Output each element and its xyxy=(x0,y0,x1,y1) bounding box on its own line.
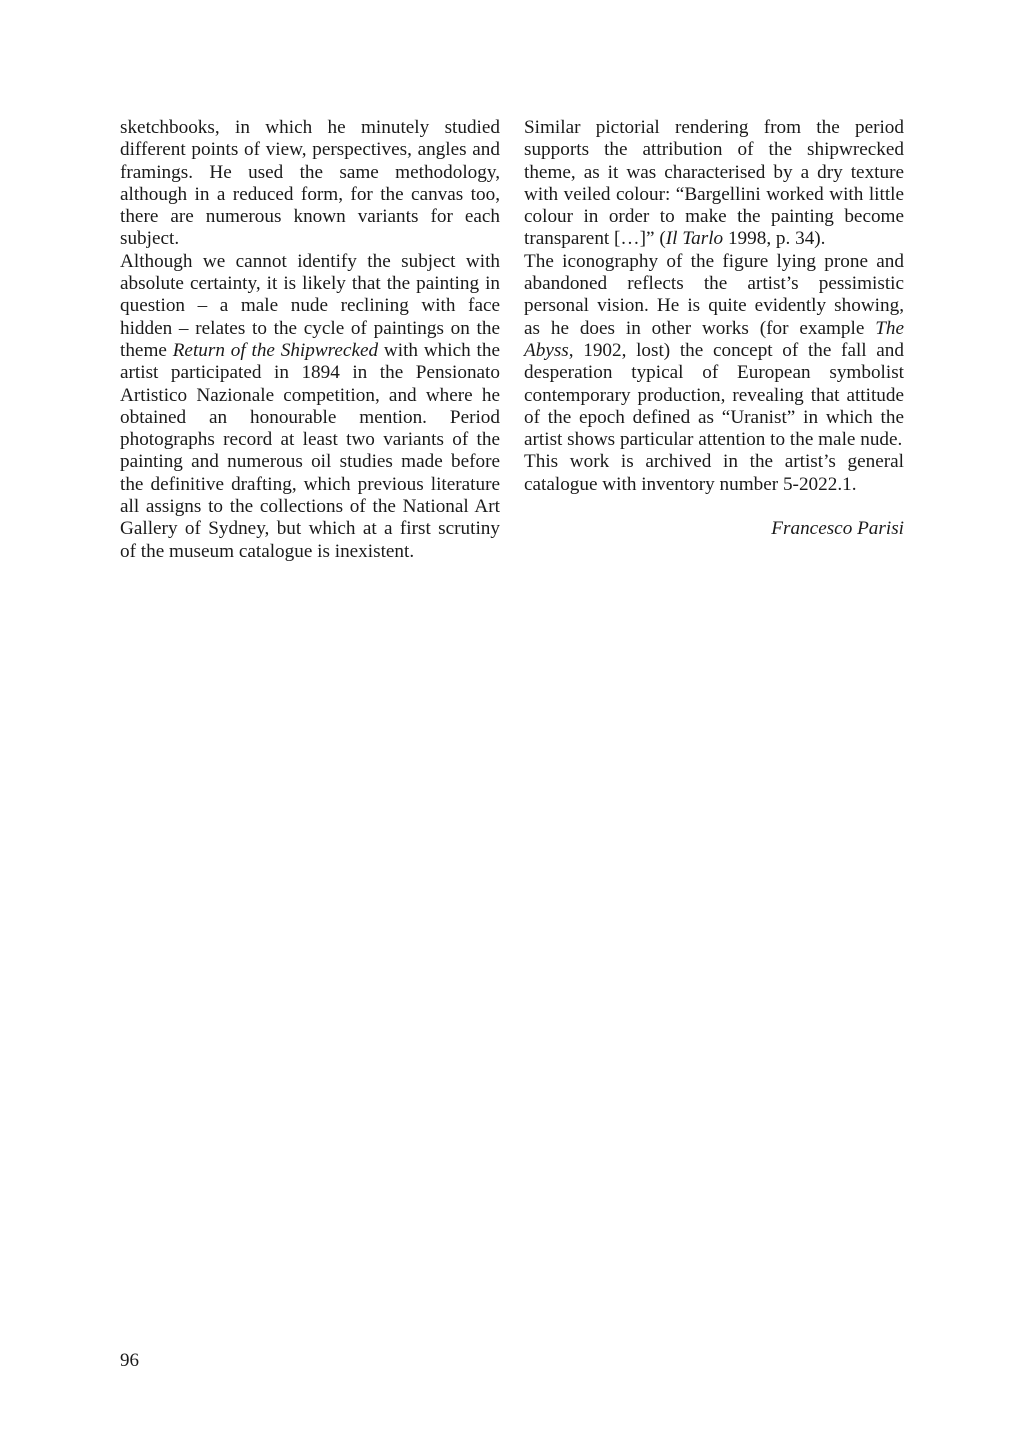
paragraph-subject-identification xyxy=(120,251,500,563)
paragraph-text: , 1902, lost) the concept of the fall and desperation typical of European symbolist contemporary production, revealing that attitude of the epoch defined as “Uranist” in which the artist shows particular attention to the male nude. xyxy=(524,339,904,451)
paragraph-pictorial-rendering xyxy=(524,117,904,251)
paragraph-text: 1998, p. 34). xyxy=(723,228,826,250)
paragraph-text: with which the artist participated in 1894 in the Pensionato Artistico Nazionale competition, and where he obtained an honourable mention. Period photographs record at least two variants of the painting and numerous oil studies made before the definitive drafting, which previous literature all assigns to the collections of the National Art Gallery of Sydney, but which at a first scrutiny of the museum catalogue is inexistent. xyxy=(120,339,500,562)
paragraph-sketchbooks: sketchbooks, in which he minutely studied different points of view, perspectives, angles and framings. He used the same methodology, although in a reduced form, for the canvas too, there are numerous known variants for each subject. xyxy=(120,117,500,250)
left-text-column xyxy=(120,117,500,563)
paragraph-text: The iconography of the figure lying prone and abandoned reflects the artist’s pessimistic personal vision. He is quite evidently showing, as he does in other works (for example xyxy=(524,250,904,339)
artwork-title-return-of-the-shipwrecked: Return of the Shipwrecked xyxy=(172,339,379,361)
artwork-title-the-abyss: The Abyss xyxy=(524,317,904,361)
paragraph-iconography xyxy=(524,251,904,452)
author-signature: Francesco Parisi xyxy=(771,518,904,540)
page-number: 96 xyxy=(120,1350,139,1371)
right-text-column xyxy=(524,117,904,540)
paragraph-archive-note: This work is archived in the artist’s general catalogue with inventory number 5-2022.1. xyxy=(524,451,904,495)
citation-title-il-tarlo: Il Tarlo xyxy=(665,228,724,250)
paragraph-text: Although we cannot identify the subject with absolute certainty, it is likely that the painting in question – a male nude reclining with face hidden – relates to the cycle of paintings on the theme xyxy=(120,250,500,361)
paragraph-text: Similar pictorial rendering from the period supports the attribution of the shipwrecked theme, as it was characterised by a dry texture with veiled colour: “Bargellini worked with little colour in order to make the painting become transparent […]” ( xyxy=(524,117,904,250)
